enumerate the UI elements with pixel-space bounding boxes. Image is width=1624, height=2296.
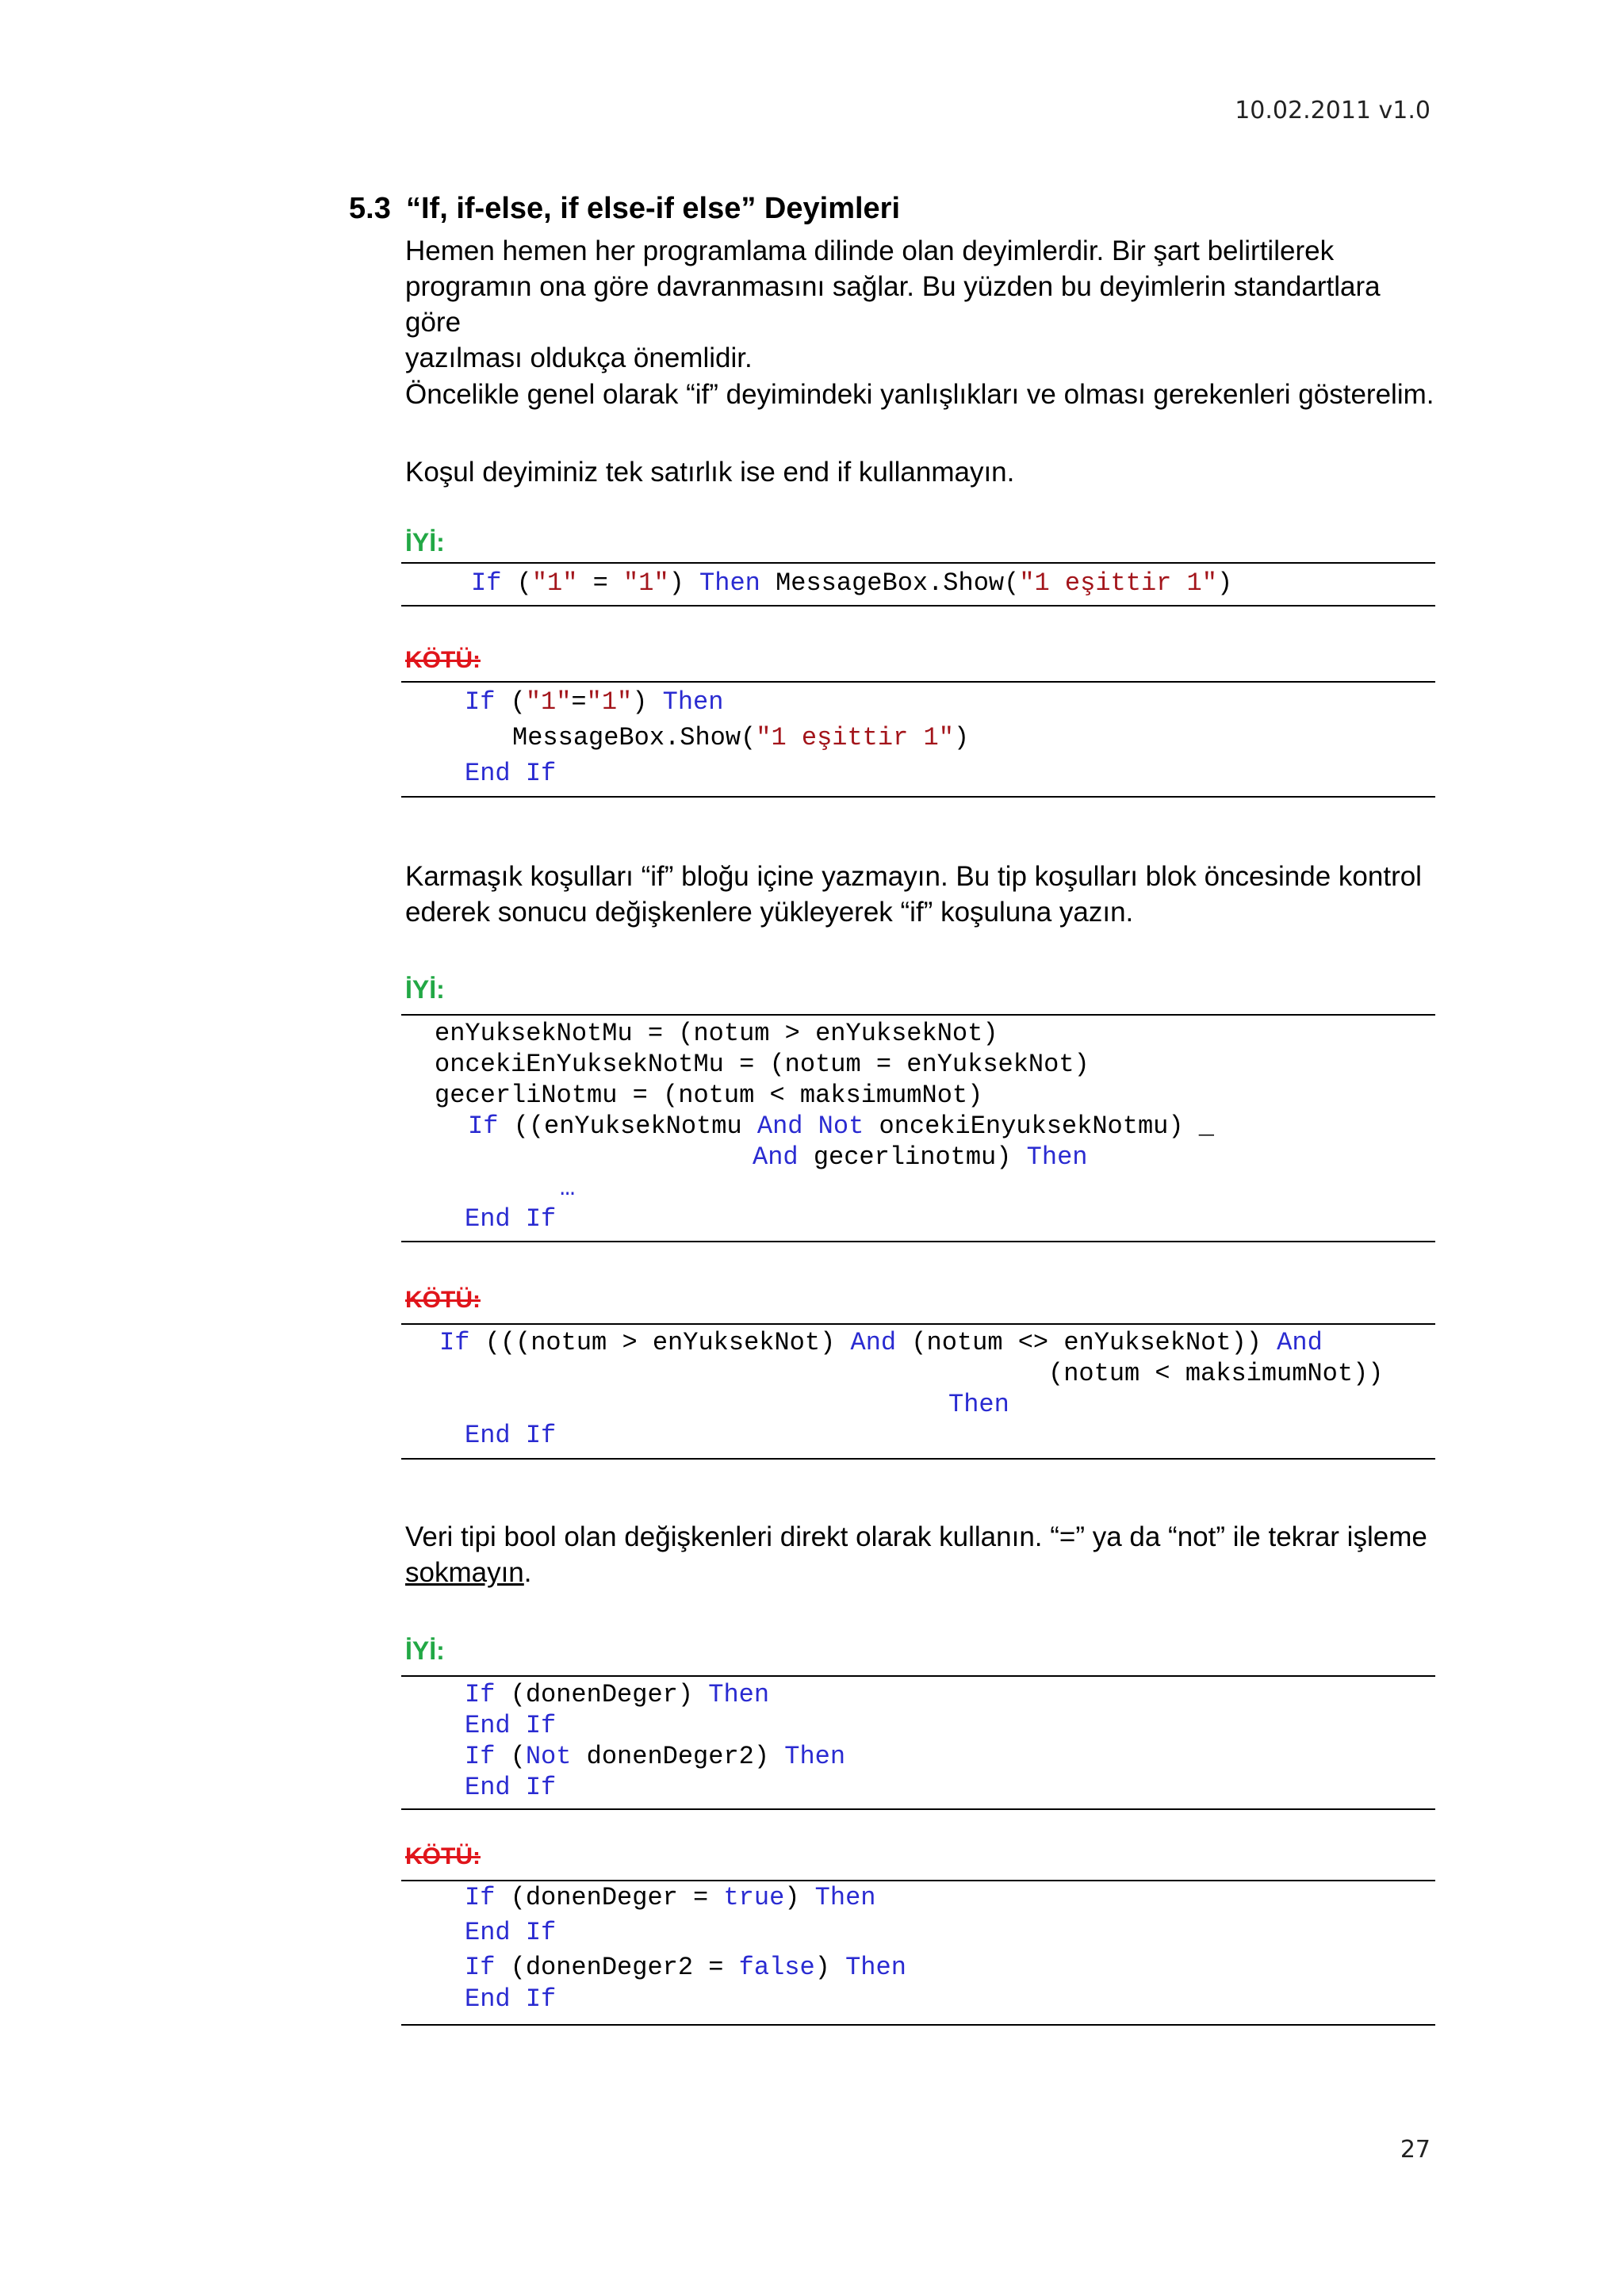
section-heading — [349, 192, 900, 226]
section-number: 5.3 — [349, 192, 391, 225]
code-line: … — [560, 1173, 576, 1203]
code-line: enYuksekNotMu = (notum > enYuksekNot) — [435, 1019, 998, 1048]
good-label: İYİ: — [405, 975, 445, 1004]
code-line: End If — [465, 1773, 557, 1802]
code-line: End If — [465, 1204, 557, 1234]
underlined-word: sokmayın — [405, 1557, 524, 1588]
code-line: Then — [948, 1390, 1009, 1419]
code-line: If (((notum > enYuksekNot) And (notum <> enYuksekNot)) And — [439, 1328, 1323, 1357]
bad-label: KÖTÜ: — [405, 647, 481, 673]
code-block-good-single-line — [401, 562, 1435, 607]
bad-label: KÖTÜ: — [405, 1843, 481, 1869]
good-label: İYİ: — [405, 528, 445, 557]
complex-conditions-paragraph — [405, 859, 1436, 930]
paragraph-text: Koşul deyiminiz tek satırlık ise end if kullanmayın. — [405, 457, 1015, 488]
code-block-bad-complex — [401, 1323, 1435, 1460]
single-line-paragraph — [405, 454, 1436, 490]
code-line: End If — [465, 1421, 557, 1450]
paragraph-text: ederek sonucu değişkenlere yükleyerek “if” koşuluna yazın. — [405, 897, 1134, 928]
intro-line: Hemen hemen her programlama dilinde olan deyimlerdir. Bir şart belirtilerek — [405, 235, 1335, 266]
intro-paragraph — [405, 233, 1436, 376]
code-line: gecerliNotmu = (notum < maksimumNot) — [435, 1081, 983, 1110]
code-line: If (donenDeger = true) Then — [465, 1883, 876, 1912]
page-number: 27 — [1400, 2136, 1431, 2164]
code-line: oncekiEnYuksekNotMu = (notum = enYuksekNot) — [435, 1050, 1090, 1079]
bad-label: KÖTÜ: — [405, 1287, 481, 1313]
code-line: End If — [465, 1984, 557, 2014]
bool-paragraph — [405, 1519, 1436, 1590]
code-block-good-bool — [401, 1675, 1435, 1810]
paragraph-text: sokmayın. — [405, 1557, 532, 1588]
code-line: If ("1"="1") Then — [465, 687, 724, 717]
code-line: If (Not donenDeger2) Then — [465, 1742, 846, 1771]
section-title: “If, if-else, if else-if else” Deyimleri — [406, 192, 901, 225]
general-paragraph — [405, 377, 1436, 412]
code-block-bad-bool — [401, 1880, 1435, 2026]
code-line: End If — [465, 1918, 557, 1947]
code-line: (notum < maksimumNot)) — [1048, 1359, 1384, 1388]
paragraph-text: Öncelikle genel olarak “if” deyimindeki yanlışlıkları ve olması gerekenleri gösterelim. — [405, 379, 1434, 410]
paragraph-text: Veri tipi bool olan değişkenleri direkt olarak kullanın. “=” ya da “not” ile tekrar işleme — [405, 1521, 1427, 1552]
code-line: If (donenDeger2 = false) Then — [465, 1953, 906, 1982]
code-line: MessageBox.Show("1 eşittir 1") — [512, 723, 970, 752]
code-line: End If — [465, 1711, 557, 1740]
code-line: If ((enYuksekNotmu And Not oncekiEnyuksekNotmu) _ — [468, 1112, 1214, 1141]
document-version: 10.02.2011 v1.0 — [1235, 97, 1431, 124]
code-block-bad-single-line — [401, 681, 1435, 798]
intro-line: yazılması oldukça önemlidir. — [405, 342, 753, 373]
good-label: İYİ: — [405, 1636, 445, 1665]
code-block-good-complex — [401, 1014, 1435, 1242]
code-line: And gecerlinotmu) Then — [753, 1142, 1088, 1172]
intro-line: programın ona göre davranmasını sağlar. Bu yüzden bu deyimlerin standartlara göre — [405, 271, 1381, 338]
paragraph-text: Karmaşık koşulları “if” bloğu içine yazmayın. Bu tip koşulları blok öncesinde kontrol — [405, 861, 1422, 892]
code-line: End If — [465, 759, 557, 788]
code-line: If (donenDeger) Then — [465, 1680, 770, 1709]
code-line: If ("1" = "1") Then MessageBox.Show("1 eşittir 1") — [471, 568, 1233, 598]
